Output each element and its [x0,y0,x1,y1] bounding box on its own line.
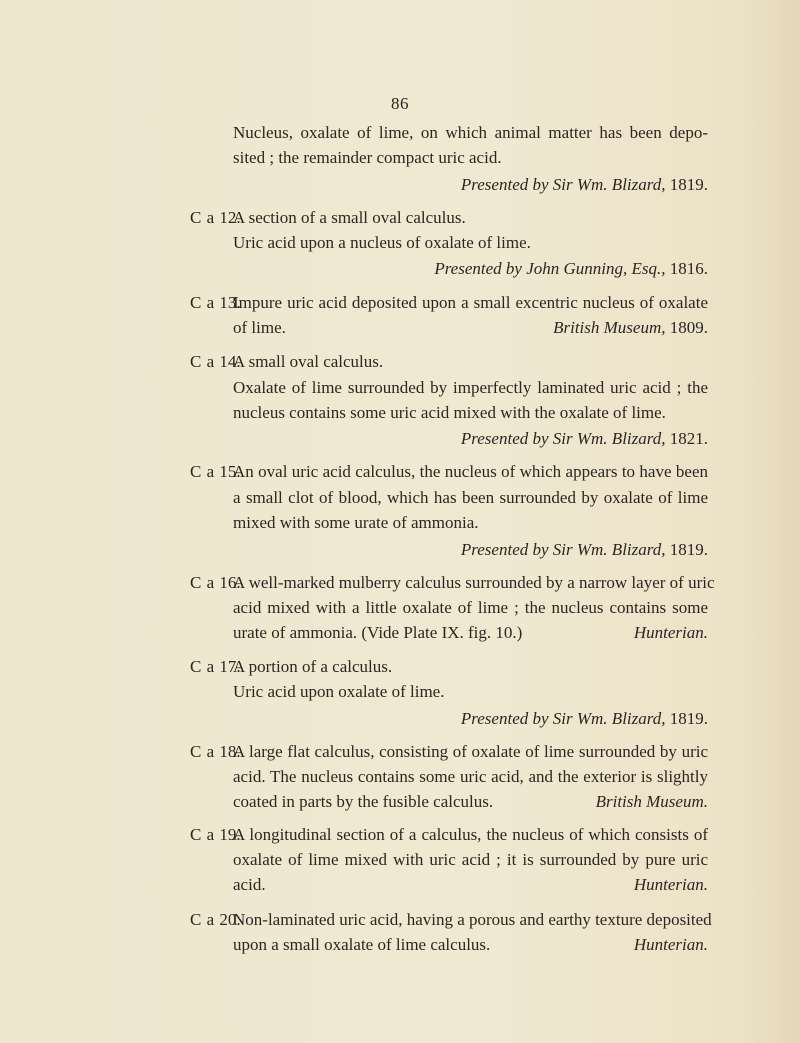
intro-line: Nucleus, oxalate of lime, on which animal matter has been depo- [233,123,708,142]
intro-line: sited ; the remainder compact uric acid. [233,148,502,167]
entry-credit: Hunterian. [633,623,708,642]
entry-label: C a 18. [190,742,241,761]
entry-label: C a 16. [190,573,241,592]
entry-line: upon a small oxalate of lime calculus. [233,935,491,954]
entry-label: C a 19. [190,825,241,844]
entry-line: urate of ammonia. (Vide Plate IX. fig. 10.) [233,623,523,642]
entry-label: C a 17. [190,657,241,676]
entry-line: Uric acid upon oxalate of lime. [233,682,445,701]
entry-label: C a 14. [190,352,241,371]
entry-credit: Presented by John Gunning, Esq., 1816. [434,259,708,278]
entry-line: A section of a small oval calculus. [233,208,466,227]
entry-credit: British Museum. [595,792,708,811]
entry-line: A portion of a calculus. [233,657,393,676]
entry-line: oxalate of lime mixed with uric acid ; it is surrounded by pure uric [233,850,708,869]
entry-credit: Hunterian. [633,935,708,954]
page-number: 86 [391,94,409,113]
entry-line: Impure uric acid deposited upon a small excentric nucleus of oxalate [233,293,708,312]
entry-line: mixed with some urate of ammonia. [233,513,479,532]
entry-label: C a 20. [190,910,241,929]
entry-line: A well-marked mulberry calculus surrounded by a narrow layer of uric [233,573,715,592]
entry-line: A large flat calculus, consisting of oxalate of lime surrounded by uric [233,742,708,761]
entry-credit: British Museum, 1809. [553,318,708,337]
entry-label: C a 15. [190,462,241,481]
entry-line: of lime. [233,318,286,337]
entry-credit: Presented by Sir Wm. Blizard, 1819. [460,540,708,559]
entry-line: a small clot of blood, which has been surrounded by oxalate of lime [233,488,708,507]
entry-credit: Presented by Sir Wm. Blizard, 1819. [460,709,708,728]
entry-line: acid. [233,875,266,894]
entry-line: An oval uric acid calculus, the nucleus of which appears to have been [233,462,708,481]
entry-line: acid. The nucleus contains some uric acid, and the exterior is slightly [233,767,708,786]
entry-line: Oxalate of lime surrounded by imperfectly laminated uric acid ; the [233,378,708,397]
entry-label: C a 12. [190,208,241,227]
entry-line: nucleus contains some uric acid mixed with the oxalate of lime. [233,403,666,422]
entry-label: C a 13. [190,293,241,312]
entry-line: A longitudinal section of a calculus, the nucleus of which consists of [233,825,708,844]
entry-line: A small oval calculus. [233,352,384,371]
entry-credit: Hunterian. [633,875,708,894]
entry-line: acid mixed with a little oxalate of lime ; the nucleus contains some [233,598,708,617]
entry-line: coated in parts by the fusible calculus. [233,792,494,811]
entry-line: Uric acid upon a nucleus of oxalate of lime. [233,233,531,252]
entry-credit: Presented by Sir Wm. Blizard, 1821. [460,429,708,448]
intro-credit: Presented by Sir Wm. Blizard, 1819. [460,175,708,194]
entry-line: Non-laminated uric acid, having a porous and earthy texture deposited [233,910,712,929]
